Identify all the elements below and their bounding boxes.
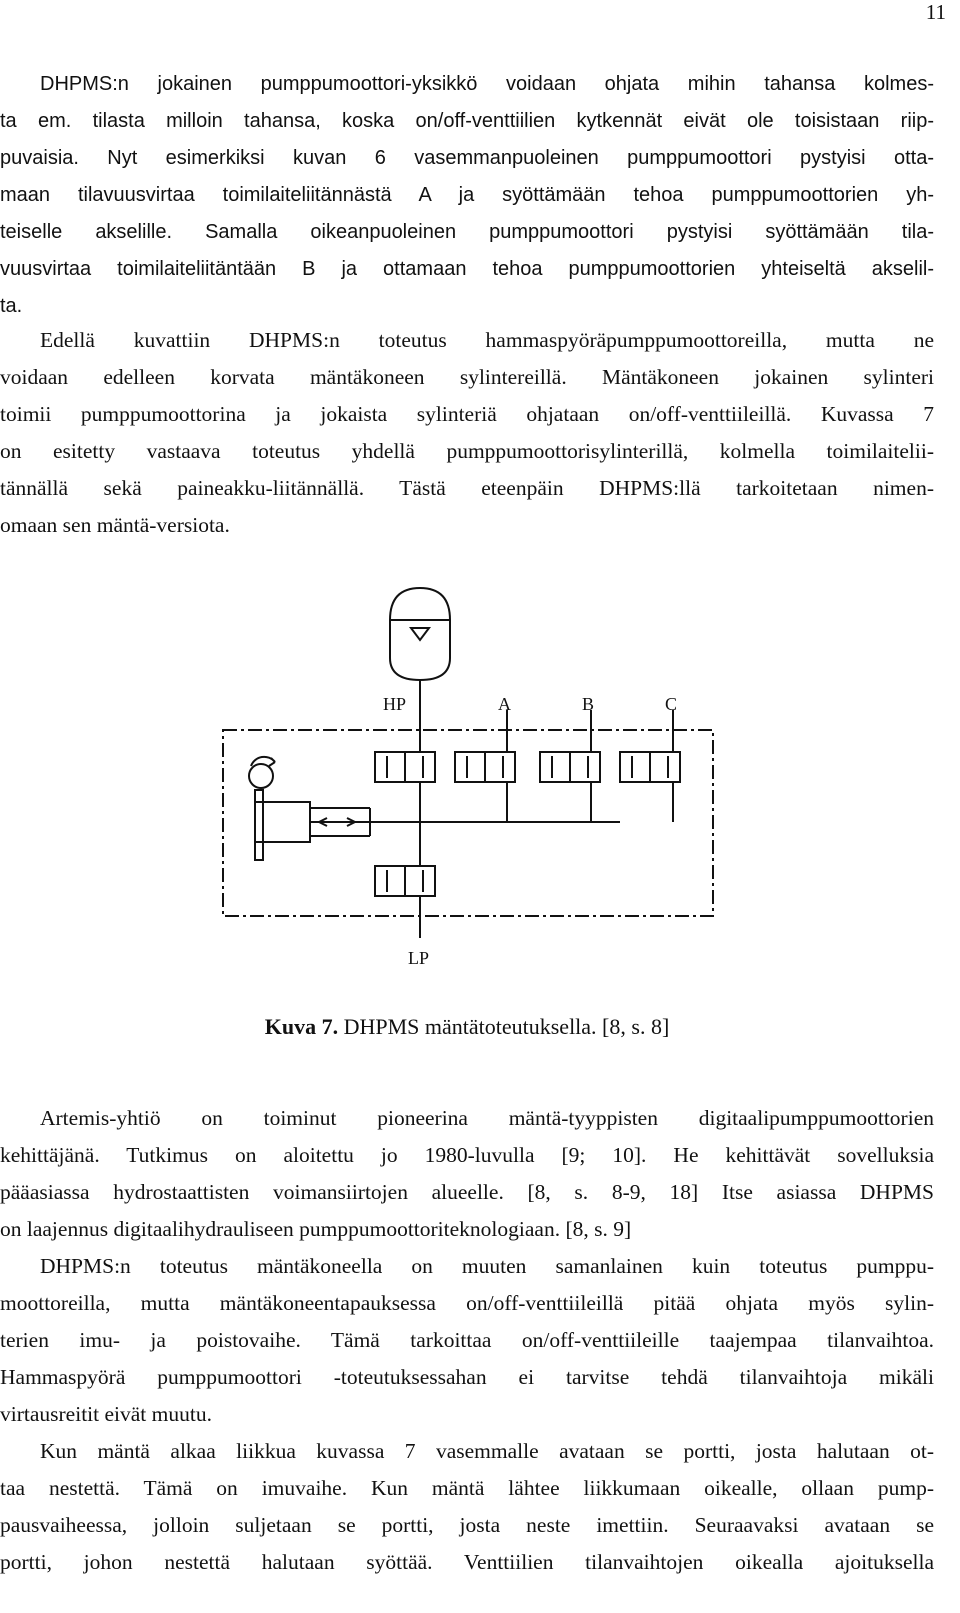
valve-lp — [375, 822, 435, 938]
text-line: vuusvirtaa toimilaiteliitäntään B ja ottamaan tehoa pumppumoottorien yhteiseltä akselil- — [0, 258, 934, 280]
text-line: pausvaiheessa, jolloin suljetaan se portti, josta neste imettiin. Seuraavaksi avataan se — [0, 1513, 934, 1537]
text-line: pääasiassa hydrostaattisten voimansiirtojen alueelle. [8, s. 8-9, 18] Itse asiassa DHPMS — [0, 1180, 934, 1204]
text-line: DHPMS:n jokainen pumppumoottori-yksikkö voidaan ohjata mihin tahansa kolmes- — [40, 73, 934, 95]
figure-caption — [0, 1014, 934, 1040]
text-line: Artemis-yhtiö on toiminut pioneerina mäntä-tyyppisten digitaalipumppumoottorien — [40, 1106, 934, 1130]
paragraph-1 — [0, 66, 934, 325]
text-line: taa nestettä. Tämä on imuvaihe. Kun mäntä lähtee liikkumaan oikealle, ollaan pump- — [0, 1476, 934, 1500]
text-line: omaan sen mäntä-versiota. — [0, 513, 230, 537]
caption-text: DHPMS mäntätoteutuksella. [8, s. 8] — [338, 1014, 670, 1039]
text-line: kehittäjänä. Tutkimus on aloitettu jo 1980-luvulla [9; 10]. He kehittävät sovelluksia — [0, 1143, 934, 1167]
text-line: voidaan edelleen korvata mäntäkoneen sylintereillä. Mäntäkoneen jokainen sylinteri — [0, 365, 934, 389]
accumulator-icon — [390, 588, 450, 680]
text-line: toimii pumppumoottorina ja jokaista sylinteriä ohjataan on/off-venttiileillä. Kuvassa 7 — [0, 402, 934, 426]
paragraph-4 — [0, 1248, 934, 1433]
label-b: B — [582, 694, 595, 714]
page-number: 11 — [925, 0, 946, 24]
text-line: virtausreitit eivät muutu. — [0, 1402, 212, 1426]
caption-label: Kuva 7. — [264, 1014, 339, 1039]
label-lp: LP — [408, 948, 430, 968]
text-line: on esitetty vastaava toteutus yhdellä pumppumoottorisylinterillä, kolmella toimilaitelii- — [0, 439, 934, 463]
label-c: C — [665, 694, 678, 714]
text-line: Kun mäntä alkaa liikkua kuvassa 7 vasemmalle avataan se portti, josta halutaan ot- — [40, 1439, 934, 1463]
cylinder-icon — [249, 757, 370, 860]
text-line: puvaisia. Nyt esimerkiksi kuvan 6 vasemmanpuoleinen pumppumoottori pystyisi otta- — [0, 147, 934, 169]
text-line: moottoreilla, mutta mäntäkoneentapauksessa on/off-venttiileillä pitää ohjata myös sylin- — [0, 1291, 934, 1315]
text-line: terien imu- ja poistovaihe. Tämä tarkoittaa on/off-venttiileille taajempaa tilanvaihtoa. — [0, 1328, 934, 1352]
text-line: portti, johon nestettä halutaan syöttää. Venttiilien tilanvaihtojen oikealla ajoituksella — [0, 1550, 934, 1574]
label-a: A — [498, 694, 511, 714]
paragraph-2 — [0, 322, 934, 544]
hydraulic-schematic — [215, 580, 725, 980]
paragraph-3 — [0, 1100, 934, 1248]
valve-c — [620, 710, 680, 822]
paragraph-5 — [0, 1433, 934, 1581]
text-line: on laajennus digitaalihydrauliseen pumppumoottoriteknologiaan. [8, s. 9] — [0, 1217, 632, 1241]
text-line: teiselle akselille. Samalla oikeanpuoleinen pumppumoottori pystyisi syöttämään tila- — [0, 221, 934, 243]
text-line: ta em. tilasta milloin tahansa, koska on/off-venttiilien kytkennät eivät ole toisistaan riip- — [0, 110, 934, 132]
dhpms-piston-diagram — [215, 580, 725, 980]
text-line: ta. — [0, 295, 23, 317]
valve-b — [540, 710, 600, 822]
text-line: tännällä sekä paineakku-liitännällä. Tästä eteenpäin DHPMS:llä tarkoitetaan nimen- — [0, 476, 934, 500]
text-line: Hammaspyörä pumppumoottori -toteutuksessahan ei tarvitse tehdä tilanvaihtoja mikäli — [0, 1365, 934, 1389]
valve-a — [455, 710, 515, 822]
text-line: DHPMS:n toteutus mäntäkoneella on muuten samanlainen kuin toteutus pumppu- — [40, 1254, 934, 1278]
text-line: Edellä kuvattiin DHPMS:n toteutus hammaspyöräpumppumoottoreilla, mutta ne — [40, 328, 934, 352]
text-line: maan tilavuusvirtaa toimilaiteliitännästä A ja syöttämään tehoa pumppumoottorien yh- — [0, 184, 934, 206]
valve-hp — [375, 740, 435, 822]
label-hp: HP — [383, 694, 407, 714]
